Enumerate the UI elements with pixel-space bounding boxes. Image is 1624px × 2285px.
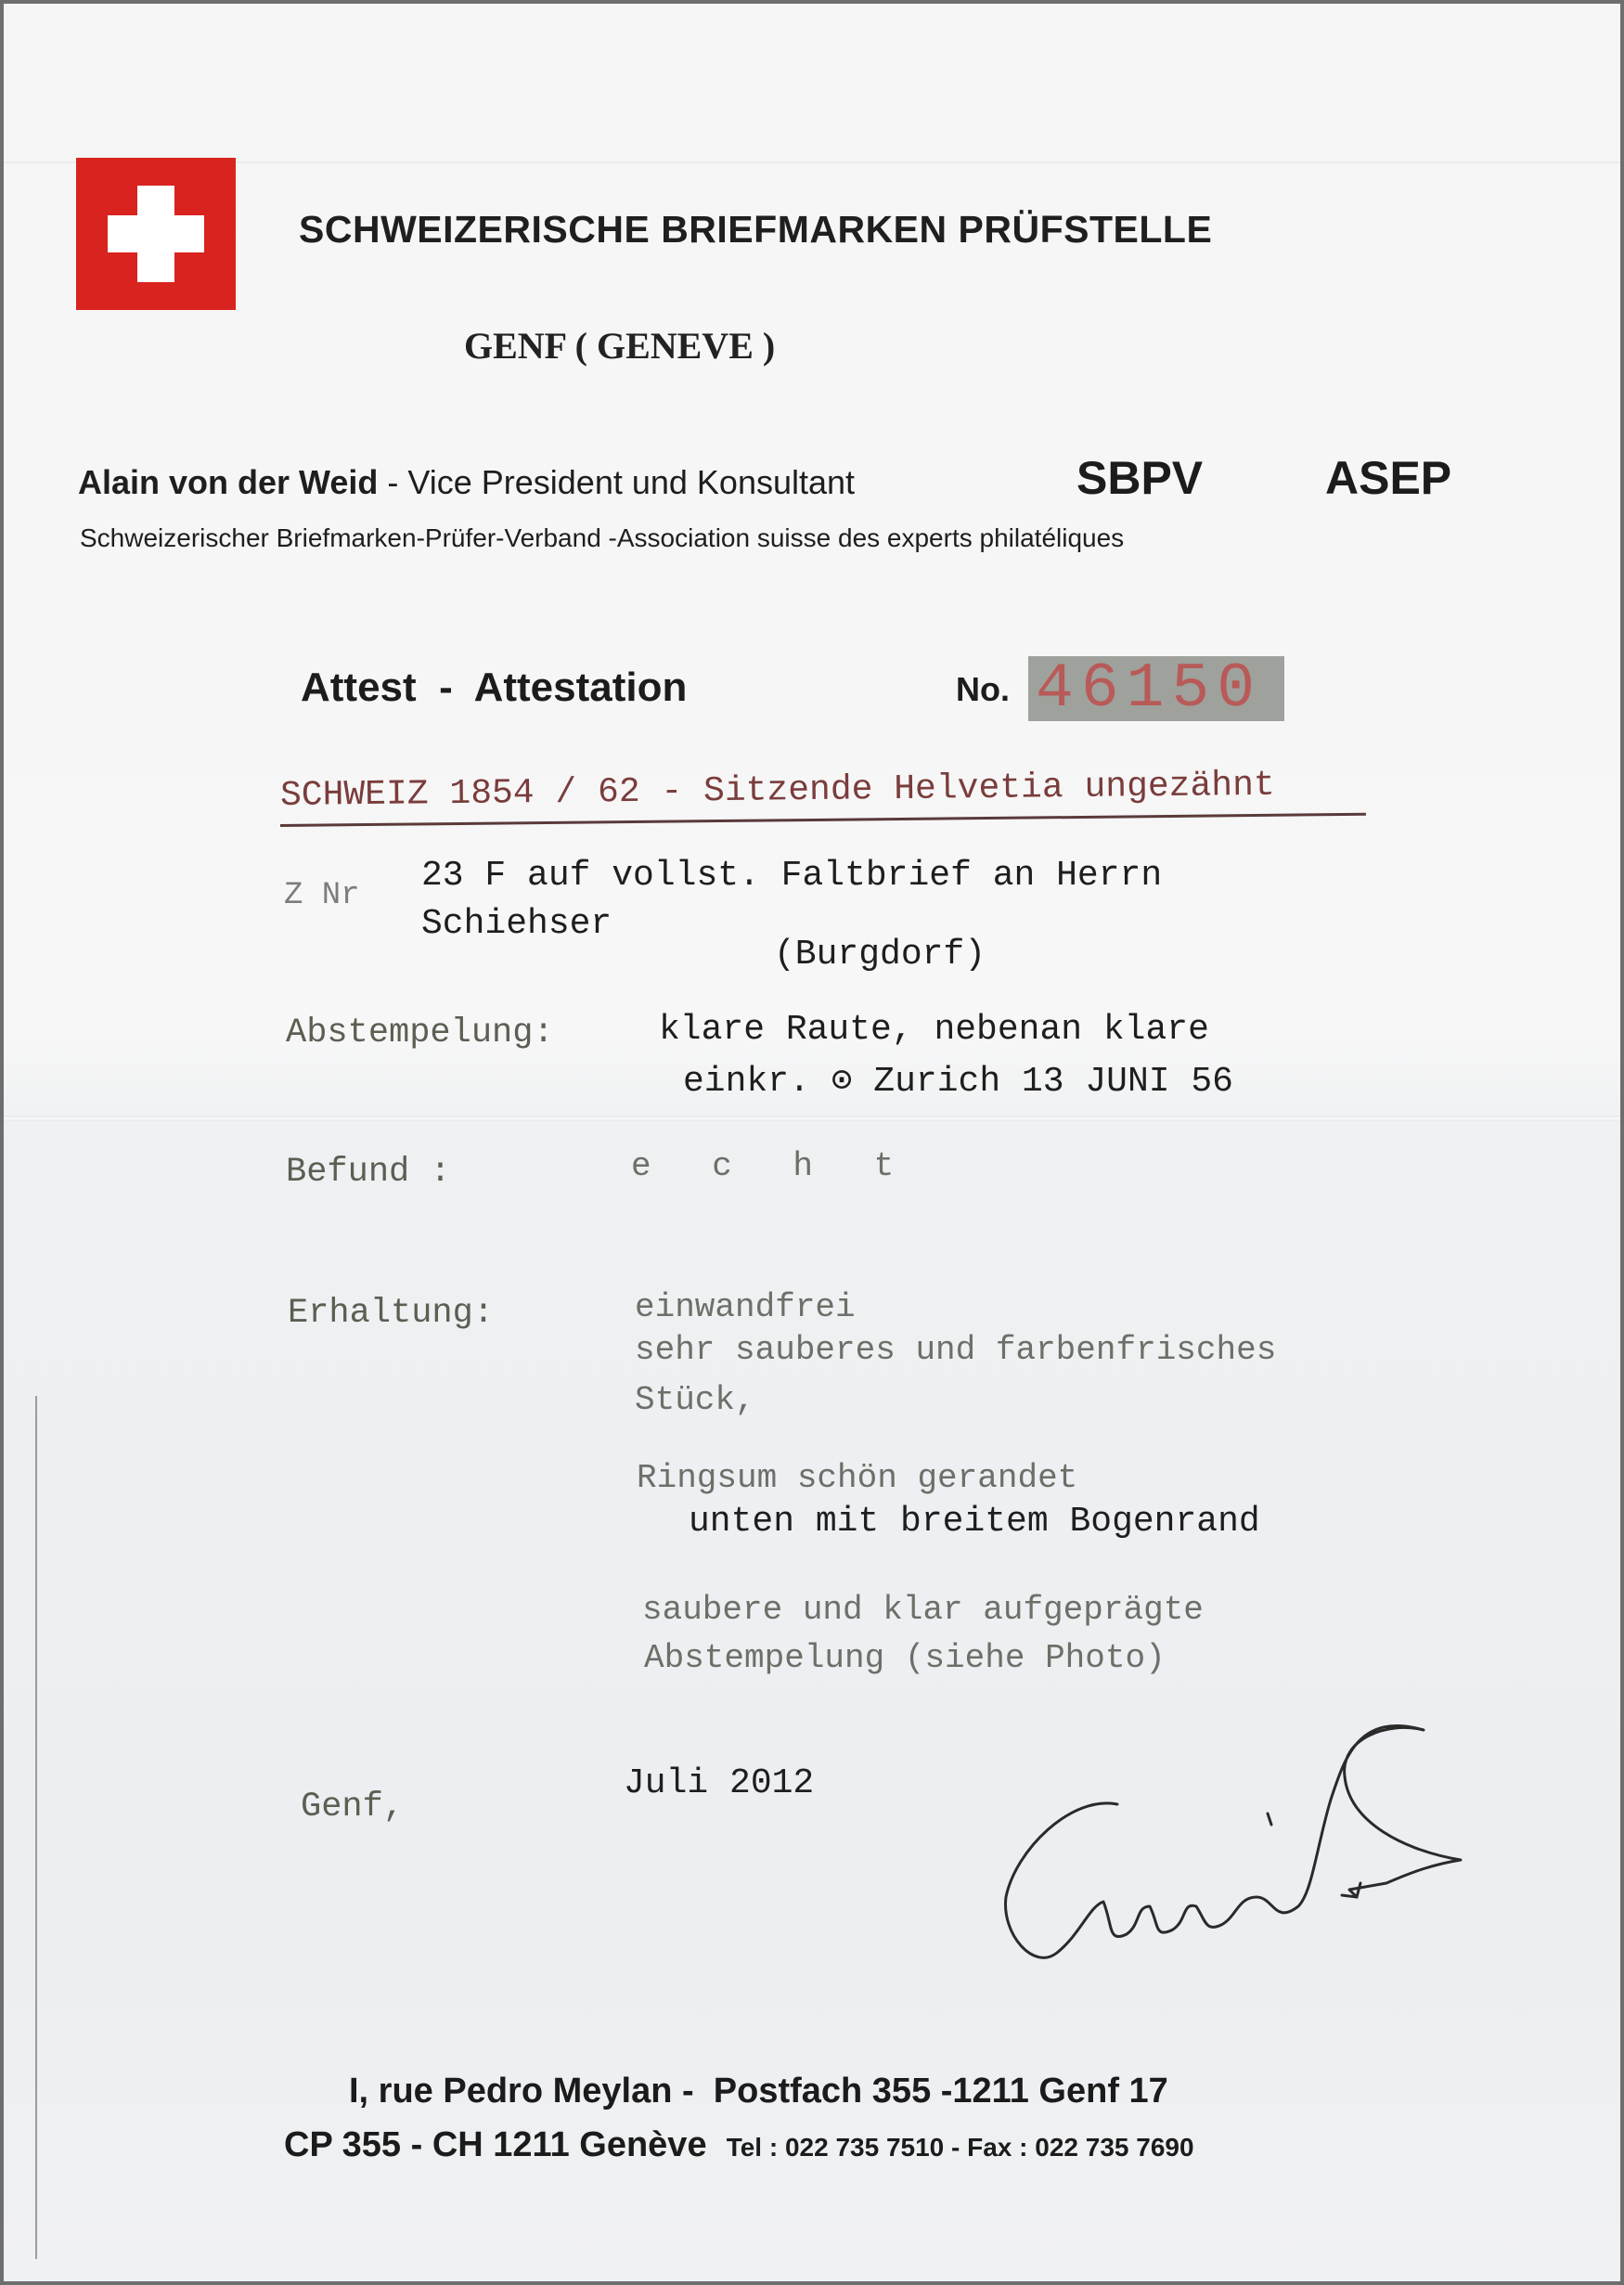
certificate-page: [4, 4, 1620, 2281]
condition-line-3: Stück,: [635, 1381, 755, 1419]
condition-line-2: sehr sauberes und farbenfrisches: [635, 1331, 1277, 1369]
org-sbpv: SBPV: [1076, 452, 1204, 504]
certificate-title: Attest - Attestation: [301, 665, 688, 710]
result-value: e c h t: [631, 1147, 915, 1185]
institute-title: SCHWEIZERISCHE BRIEFMARKEN PRÜFSTELLE: [299, 208, 1213, 251]
subject-underline: [280, 813, 1366, 827]
swiss-cross-icon: [76, 158, 236, 310]
condition-line-7: Abstempelung (siehe Photo): [644, 1639, 1166, 1677]
footer-address-1: I, rue Pedro Meylan - Postfach 355 -1211 Genf 17: [349, 2072, 1168, 2111]
place-label: Genf,: [301, 1788, 405, 1827]
certificate-date: Juli 2012: [624, 1763, 815, 1803]
item-line-2: Schiehser: [421, 904, 612, 944]
znr-label: Z Nr: [284, 878, 360, 913]
condition-line-5: unten mit breitem Bogenrand: [689, 1502, 1260, 1542]
certificate-number-label: No.: [956, 670, 1010, 708]
condition-line-4: Ringsum schön gerandet: [637, 1459, 1078, 1497]
cancel-line-1: klare Raute, nebenan klare: [659, 1010, 1209, 1050]
paper-fold: [4, 1116, 1620, 1121]
footer-city: CP 355 - CH 1211 Genève: [284, 2125, 707, 2164]
footer-address-2: [284, 2125, 1194, 2165]
handwritten-signature: [978, 1674, 1479, 1990]
condition-line-1: einwandfrei: [635, 1288, 856, 1326]
item-line-3: (Burgdorf): [774, 935, 986, 975]
result-label: Befund :: [286, 1153, 451, 1192]
cancel-label: Abstempelung:: [286, 1013, 554, 1052]
swiss-flag-logo: [76, 158, 236, 310]
certificate-number: 46150: [1036, 653, 1263, 725]
org-asep: ASEP: [1325, 452, 1452, 504]
item-line-1: 23 F auf vollst. Faltbrief an Herrn: [421, 856, 1163, 896]
expert-name: Alain von der Weid: [78, 463, 379, 501]
condition-line-6: saubere und klar aufgeprägte: [642, 1591, 1204, 1629]
condition-label: Erhaltung:: [288, 1294, 495, 1333]
expert-line: [78, 463, 855, 502]
certificate-subject: SCHWEIZ 1854 / 62 - Sitzende Helvetia ungezähnt: [279, 765, 1275, 816]
institute-city: GENF ( GENEVE ): [464, 325, 776, 367]
footer-contact: Tel : 022 735 7510 - Fax : 022 735 7690: [726, 2133, 1194, 2162]
association-name: Schweizerischer Briefmarken-Prüfer-Verband -Association suisse des experts philatéliques: [80, 523, 1125, 552]
paper-crease-top: [4, 161, 1620, 163]
expert-role: - Vice President und Konsultant: [378, 463, 856, 501]
cancel-line-2: einkr. ⊙ Zurich 13 JUNI 56: [683, 1062, 1233, 1102]
paper-edge-line: [35, 1396, 37, 2259]
